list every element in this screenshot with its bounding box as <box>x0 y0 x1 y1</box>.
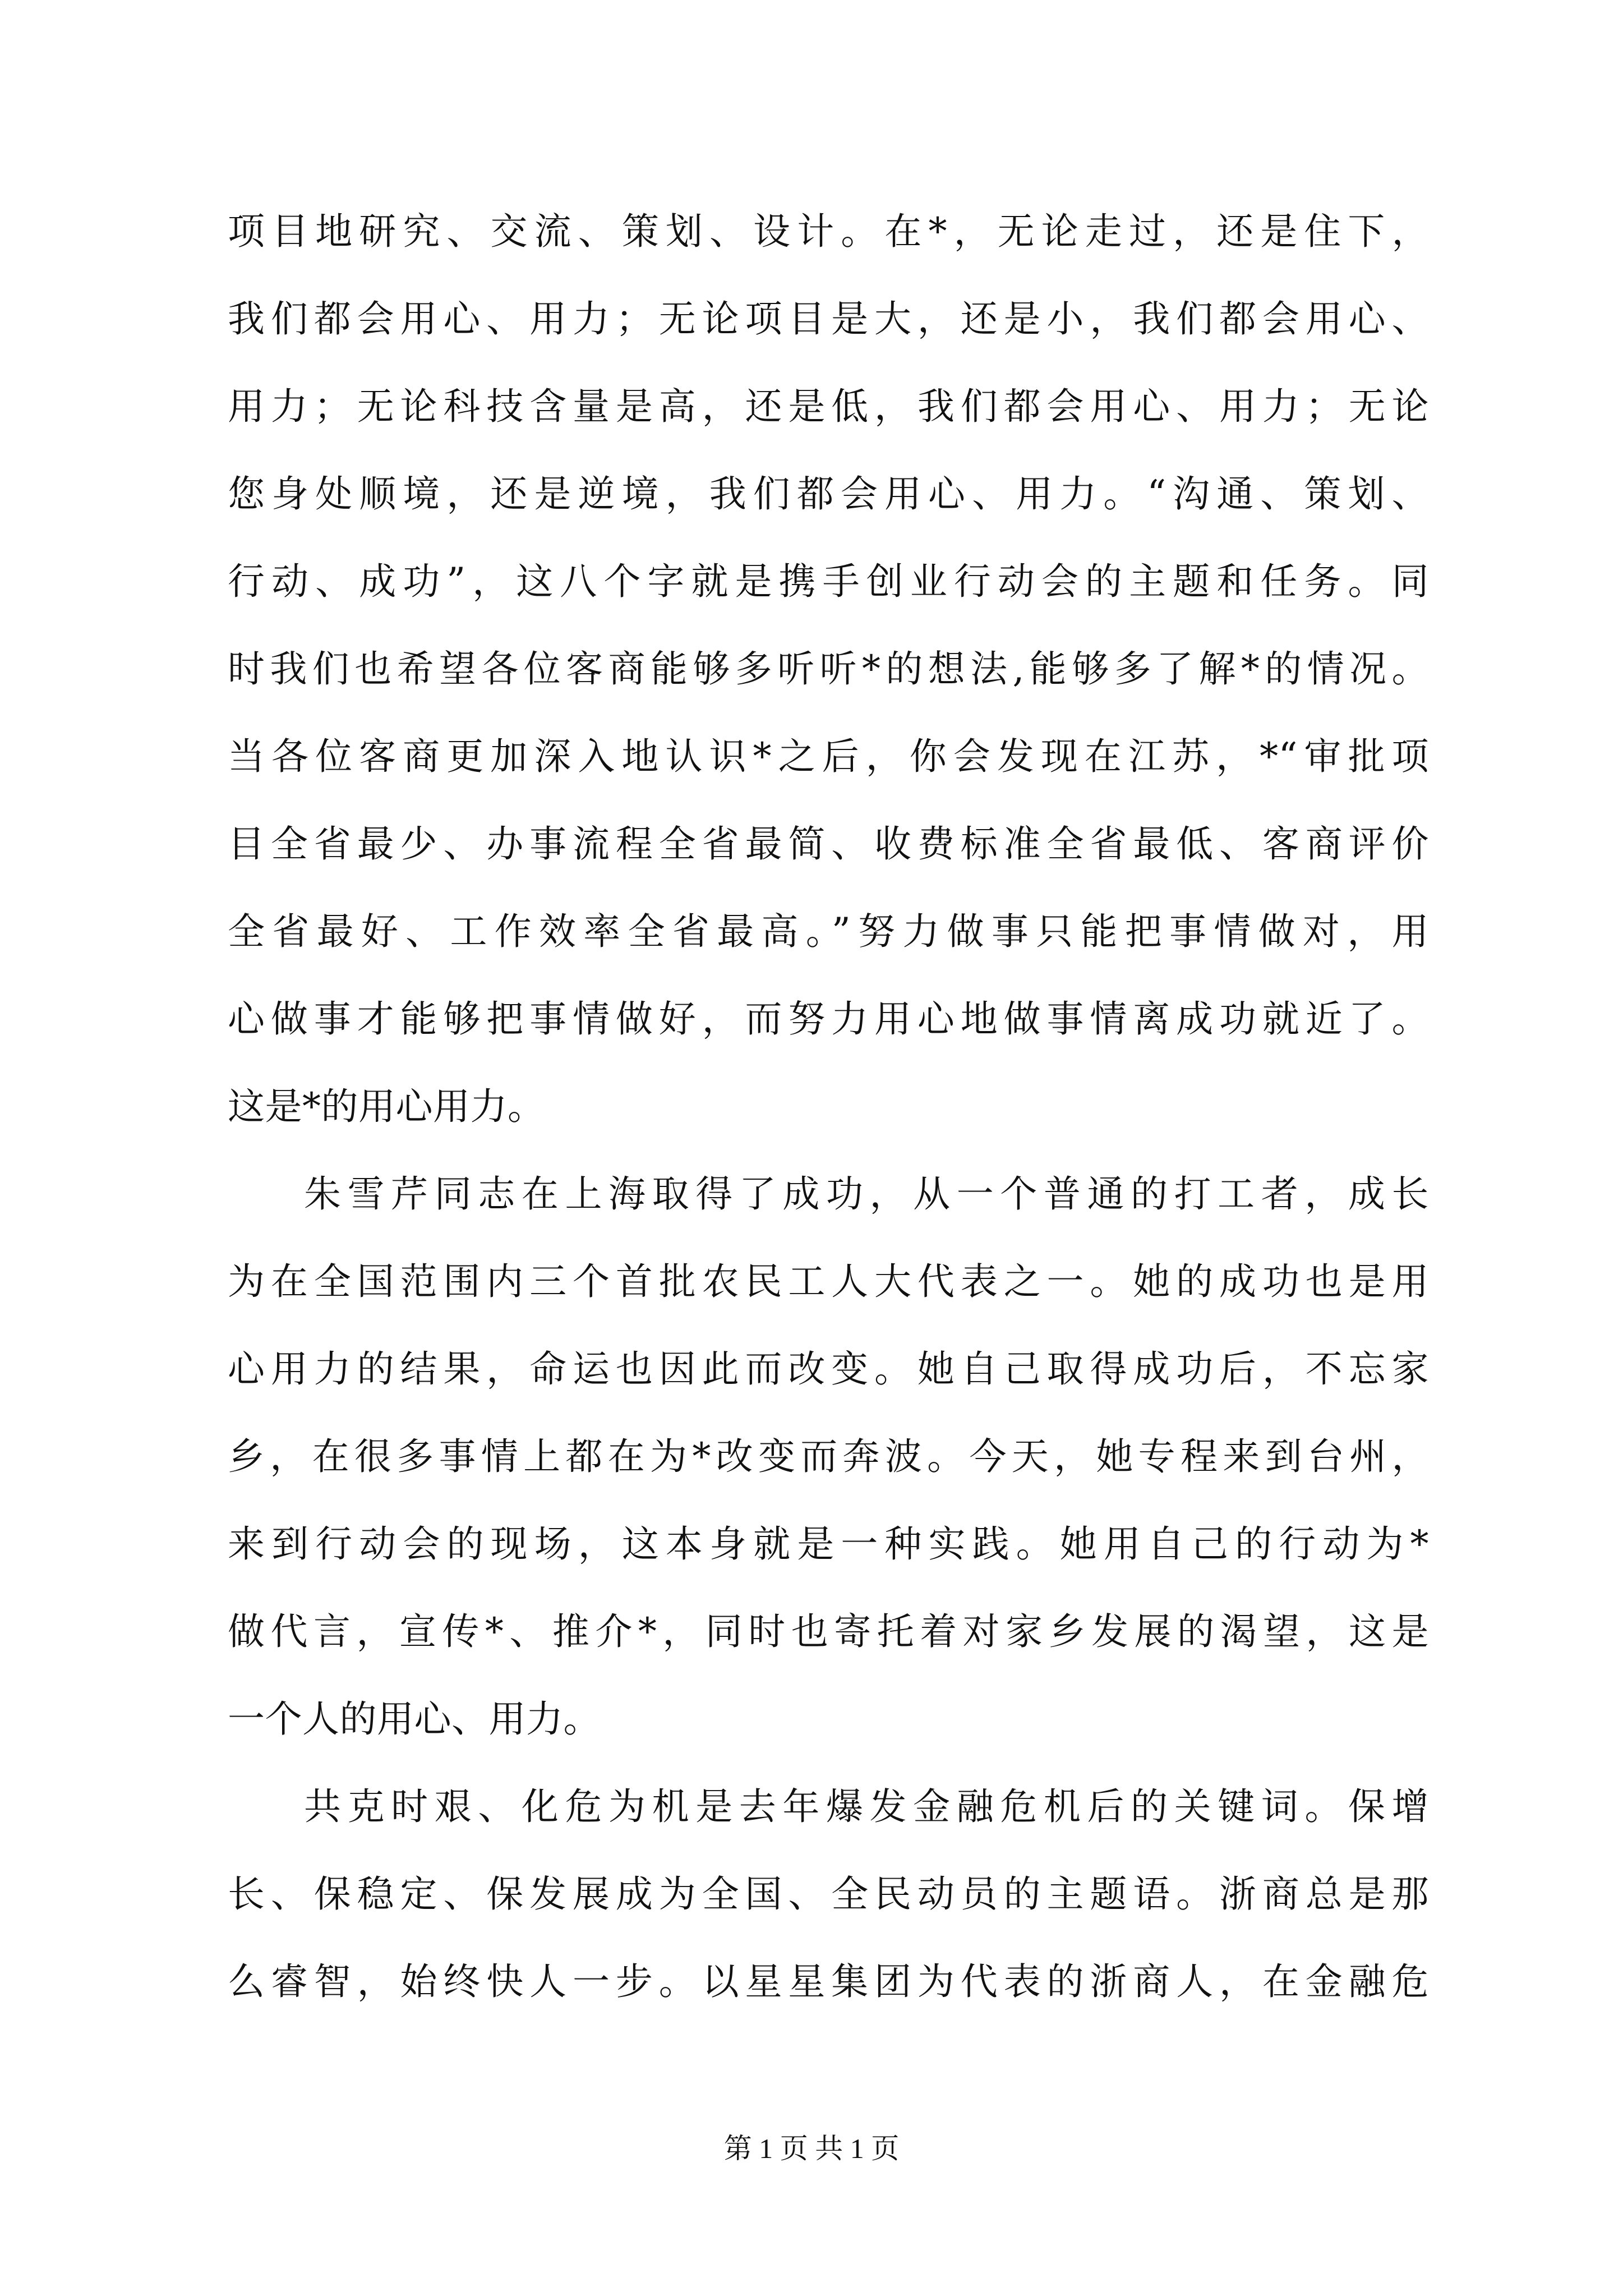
text-line: 么睿智，始终快人一步。以星星集团为代表的浙商人，在金融危 <box>228 1960 1429 2003</box>
text-line: 乡，在很多事情上都在为*改变而奔波。今天，她专程来到台州， <box>228 1435 1429 1478</box>
text-line: 我们都会用心、用力；无论项目是大，还是小，我们都会用心、 <box>228 297 1429 341</box>
text-line: 长、保稳定、保发展成为全国、全民动员的主题语。浙商总是那 <box>228 1872 1429 1916</box>
text-line: 这是*的用心用力。 <box>228 1085 545 1128</box>
text-line: 心做事才能够把事情做好，而努力用心地做事情离成功就近了。 <box>228 997 1429 1041</box>
text-line: 全省最好、工作效率全省最高。”努力做事只能把事情做对，用 <box>228 910 1429 953</box>
text-line: 您身处顺境，还是逆境，我们都会用心、用力。“沟通、策划、 <box>228 472 1429 516</box>
text-line: 做代言，宣传*、推介*，同时也寄托着对家乡发展的渴望，这是 <box>228 1610 1429 1653</box>
text-line: 心用力的结果，命运也因此而改变。她自己取得成功后，不忘家 <box>228 1347 1429 1391</box>
text-line: 当各位客商更加深入地认识*之后，你会发现在江苏，*“审批项 <box>228 735 1429 778</box>
paragraph-3 <box>228 1763 1429 2026</box>
text-line: 用力；无论科技含量是高，还是低，我们都会用心、用力；无论 <box>228 385 1429 428</box>
text-line: 目全省最少、办事流程全省最简、收费标准全省最低、客商评价 <box>228 822 1429 866</box>
page-footer <box>0 2132 1623 2165</box>
document-body <box>228 188 1429 2026</box>
text-line: 来到行动会的现场，这本身就是一种实践。她用自己的行动为* <box>228 1522 1429 1566</box>
text-line: 时我们也希望各位客商能够多听听*的想法,能够多了解*的情况。 <box>228 647 1429 691</box>
text-line: 为在全国范围内三个首批农民工人大代表之一。她的成功也是用 <box>228 1260 1429 1303</box>
text-line: 共克时艰、化危为机是去年爆发金融危机后的关键词。保增 <box>304 1785 1429 1828</box>
paragraph-1 <box>228 188 1429 1151</box>
text-line: 项目地研究、交流、策划、设计。在*，无论走过，还是住下， <box>228 210 1429 253</box>
text-line: 朱雪芹同志在上海取得了成功，从一个普通的打工者，成长 <box>304 1172 1429 1216</box>
paragraph-2 <box>228 1151 1429 1763</box>
page-number-label: 第 1 页 共 1 页 <box>723 2133 900 2164</box>
text-line: 一个人的用心、用力。 <box>228 1697 601 1741</box>
text-line: 行动、成功”，这八个字就是携手创业行动会的主题和任务。同 <box>228 560 1429 603</box>
